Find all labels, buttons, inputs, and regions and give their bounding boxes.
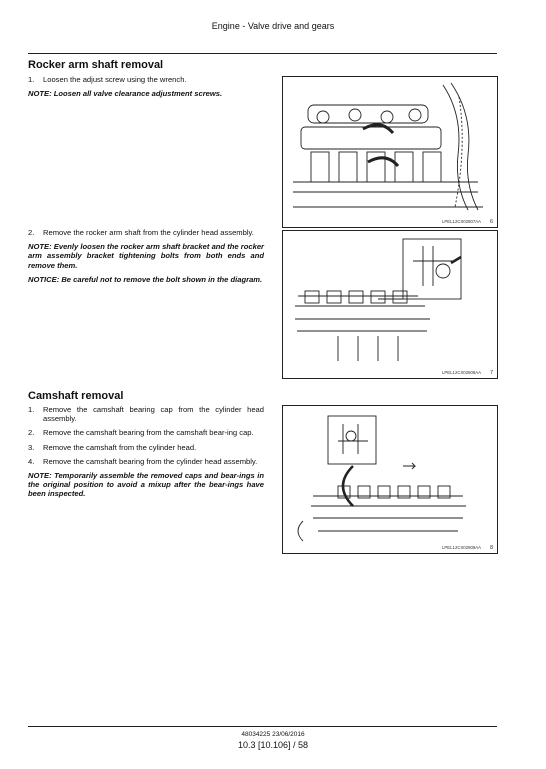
section-title-camshaft-removal: Camshaft removal xyxy=(28,390,124,402)
note-temporary-assembly: NOTE: Temporarily assemble the removed caps and bear-ings in the original position to avoid a mixup after the bear-ings have been inspected. xyxy=(28,471,264,499)
figure-8-code: LPEL12CX02809AA xyxy=(442,545,481,550)
page-header: Engine - Valve drive and gears xyxy=(211,21,335,31)
figure-7-illustration xyxy=(283,231,497,378)
note-valve-clearance: NOTE: Loosen all valve clearance adjustment screws. xyxy=(28,89,223,99)
figure-6 xyxy=(282,76,498,228)
footer-page-number: 10.3 [10.106] / 58 xyxy=(237,740,309,750)
footer-doc-code: 48034225 23/06/2016 xyxy=(241,731,305,738)
footer-rule xyxy=(28,726,497,727)
notice-bolt: NOTICE: Be careful not to remove the bolt shown in the diagram. xyxy=(28,274,263,284)
camshaft-step-1: 1. Remove the camshaft bearing cap from the cylinder head assembly. xyxy=(28,405,264,424)
section-camshaft-text xyxy=(28,405,264,504)
figure-6-number: 6 xyxy=(489,219,493,225)
figure-7-code: LPEL12CX02808AA xyxy=(442,370,481,375)
camshaft-step-2: 2. Remove the camshaft bearing from the camshaft bear-ing cap. xyxy=(28,428,254,438)
figure-6-illustration xyxy=(283,77,497,227)
section-rocker-text-2 xyxy=(28,228,264,289)
step-2: 2. Remove the rocker arm shaft from the cylinder head assembly. xyxy=(28,228,254,237)
header-rule xyxy=(28,53,497,54)
figure-8 xyxy=(282,405,498,554)
step-1: 1. Loosen the adjust screw using the wrench. xyxy=(28,75,187,84)
figure-6-code: LPEL12CX02807AA xyxy=(442,219,481,224)
figure-7-number: 7 xyxy=(489,370,493,376)
section-rocker-text xyxy=(28,75,264,103)
note-bracket-bolts: NOTE: Evenly loosen the rocker arm shaft bracket and the rocker arm assembly bracket tightening bolts from both ends and remove them. xyxy=(28,242,264,270)
figure-8-number: 8 xyxy=(489,545,493,551)
section-title-rocker-arm-shaft-removal: Rocker arm shaft removal xyxy=(28,59,164,71)
figure-8-illustration xyxy=(283,406,497,553)
figure-7 xyxy=(282,230,498,379)
camshaft-step-4: 4. Remove the camshaft bearing from the cylinder head assembly. xyxy=(28,456,258,466)
camshaft-step-3: 3. Remove the camshaft from the cylinder head. xyxy=(28,442,197,452)
